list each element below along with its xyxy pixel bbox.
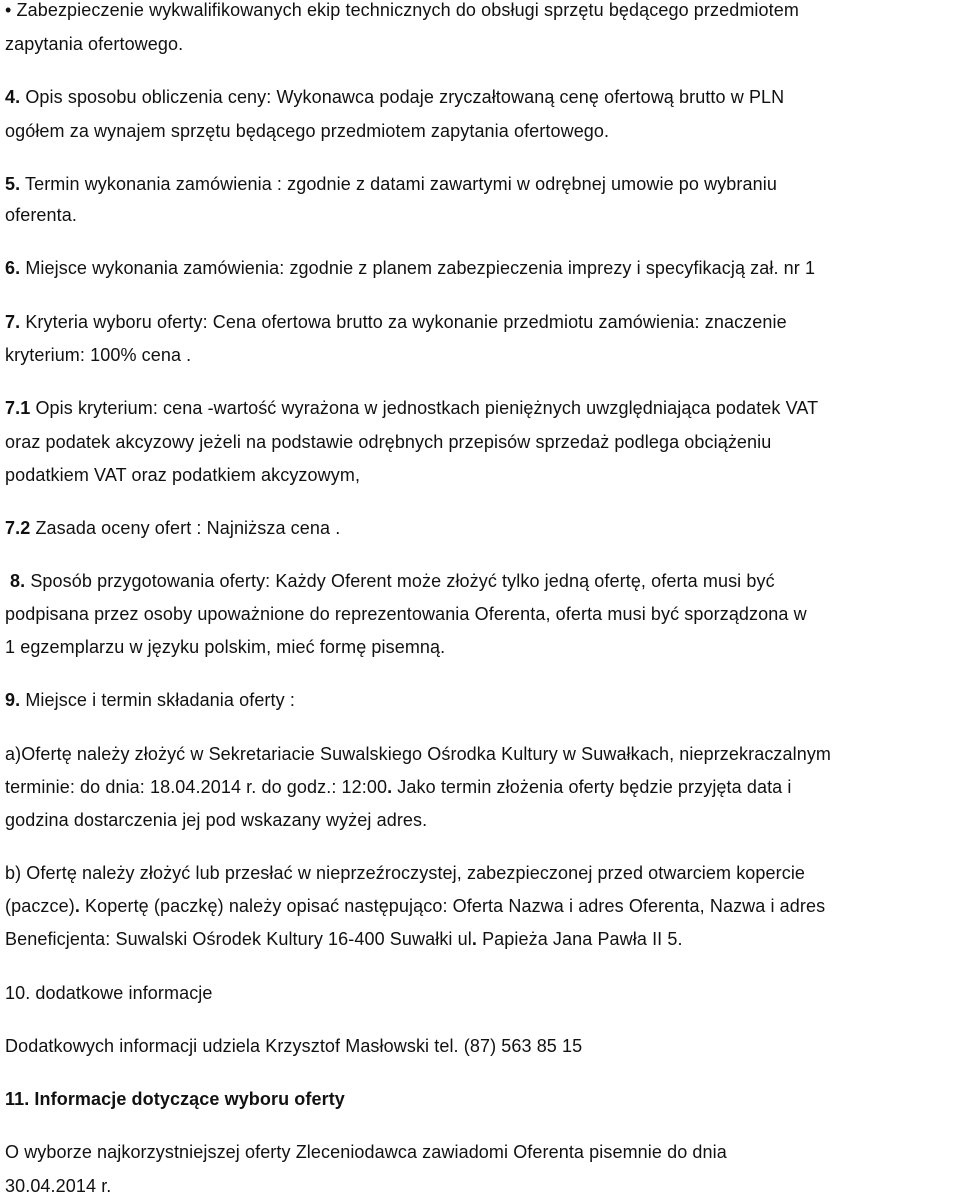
section-9b-line-2: (paczce). Kopertę (paczkę) należy opisać następująco: Oferta Nazwa i adres Oferenta, Nazwa i adres (5, 896, 826, 916)
section-9a-line-2: terminie: do dnia: 18.04.2014 r. do godz.: 12:00. Jako termin złożenia oferty będzie przyjęta data i (5, 777, 792, 797)
bullet-text: Zabezpieczenie wykwalifikowanych ekip technicznych do obsługi sprzętu będącego przedmiotem (16, 0, 799, 20)
section-7-1-number: 7.1 (5, 398, 31, 418)
section-8-number: 8. (10, 571, 26, 591)
section-8-line-1: 8. Sposób przygotowania oferty: Każdy Oferent może złożyć tylko jedną ofertę, oferta musi być (10, 571, 775, 591)
section-4-line-1: 4. Opis sposobu obliczenia ceny: Wykonawca podaje zryczałtowaną cenę ofertową brutto w PLN (5, 87, 785, 107)
section-5-number: 5. (5, 174, 21, 194)
section-11-heading: 11. Informacje dotyczące wyboru oferty (5, 1089, 345, 1109)
section-7-number: 7. (5, 312, 21, 332)
section-7-1-line-1: 7.1 Opis kryterium: cena -wartość wyrażona w jednostkach pieniężnych uwzględniająca podatek VAT (5, 398, 819, 418)
section-9-heading: 9. Miejsce i termin składania oferty : (5, 690, 295, 710)
section-7-line-2: kryterium: 100% cena . (5, 345, 192, 365)
section-7-1-line-2: oraz podatek akcyzowy jeżeli na podstawie odrębnych przepisów sprzedaż podlega obciążeniu (5, 432, 772, 452)
section-9a-line-3: godzina dostarczenia jej pod wskazany wyżej adres. (5, 810, 428, 830)
section-8-line-2: podpisana przez osoby upoważnione do reprezentowania Oferenta, oferta musi być sporządzona w (5, 604, 807, 624)
section-10-line-1: Dodatkowych informacji udziela Krzysztof Masłowski tel. (87) 563 85 15 (5, 1036, 583, 1056)
section-11-line-1: O wyborze najkorzystniejszej oferty Zleceniodawca zawiadomi Oferenta pisemnie do dnia (5, 1142, 727, 1162)
section-10-heading: 10. dodatkowe informacje (5, 983, 213, 1003)
section-5-line-1: 5. Termin wykonania zamówienia : zgodnie z datami zawartymi w odrębnej umowie po wybraniu (5, 174, 777, 194)
section-7-2-number: 7.2 (5, 518, 31, 538)
section-9b-line-1: b) Ofertę należy złożyć lub przesłać w nieprzeźroczystej, zabezpieczonej przed otwarciem kopercie (5, 863, 806, 883)
section-4-number: 4. (5, 87, 21, 107)
bullet-line-2: zapytania ofertowego. (5, 34, 184, 54)
section-7-1-line-3: podatkiem VAT oraz podatkiem akcyzowym, (5, 465, 361, 485)
section-7-2-line-1: 7.2 Zasada oceny ofert : Najniższa cena . (5, 518, 341, 538)
section-6-number: 6. (5, 258, 21, 278)
section-4-line-2: ogółem za wynajem sprzętu będącego przedmiotem zapytania ofertowego. (5, 121, 610, 141)
section-6-line-1: 6. Miejsce wykonania zamówienia: zgodnie z planem zabezpieczenia imprezy i specyfikacją zał. nr 1 (5, 258, 816, 278)
section-8-line-3: 1 egzemplarzu w języku polskim, mieć formę pisemną. (5, 637, 446, 657)
section-9a-line-1: a)Ofertę należy złożyć w Sekretariacie Suwalskiego Ośrodka Kultury w Suwałkach, nieprzekraczalnym (5, 744, 832, 764)
section-5-line-2: oferenta. (5, 205, 77, 225)
bullet-line-1 (5, 0, 799, 22)
section-7-line-1: 7. Kryteria wyboru oferty: Cena ofertowa brutto za wykonanie przedmiotu zamówienia: znaczenie (5, 312, 787, 332)
section-9b-line-3: Beneficjenta: Suwalski Ośrodek Kultury 16-400 Suwałki ul. Papieża Jana Pawła II 5. (5, 929, 683, 949)
section-9-number: 9. (5, 690, 21, 710)
bullet-marker: • (5, 0, 12, 20)
section-11-line-2: 30.04.2014 r. (5, 1176, 112, 1196)
